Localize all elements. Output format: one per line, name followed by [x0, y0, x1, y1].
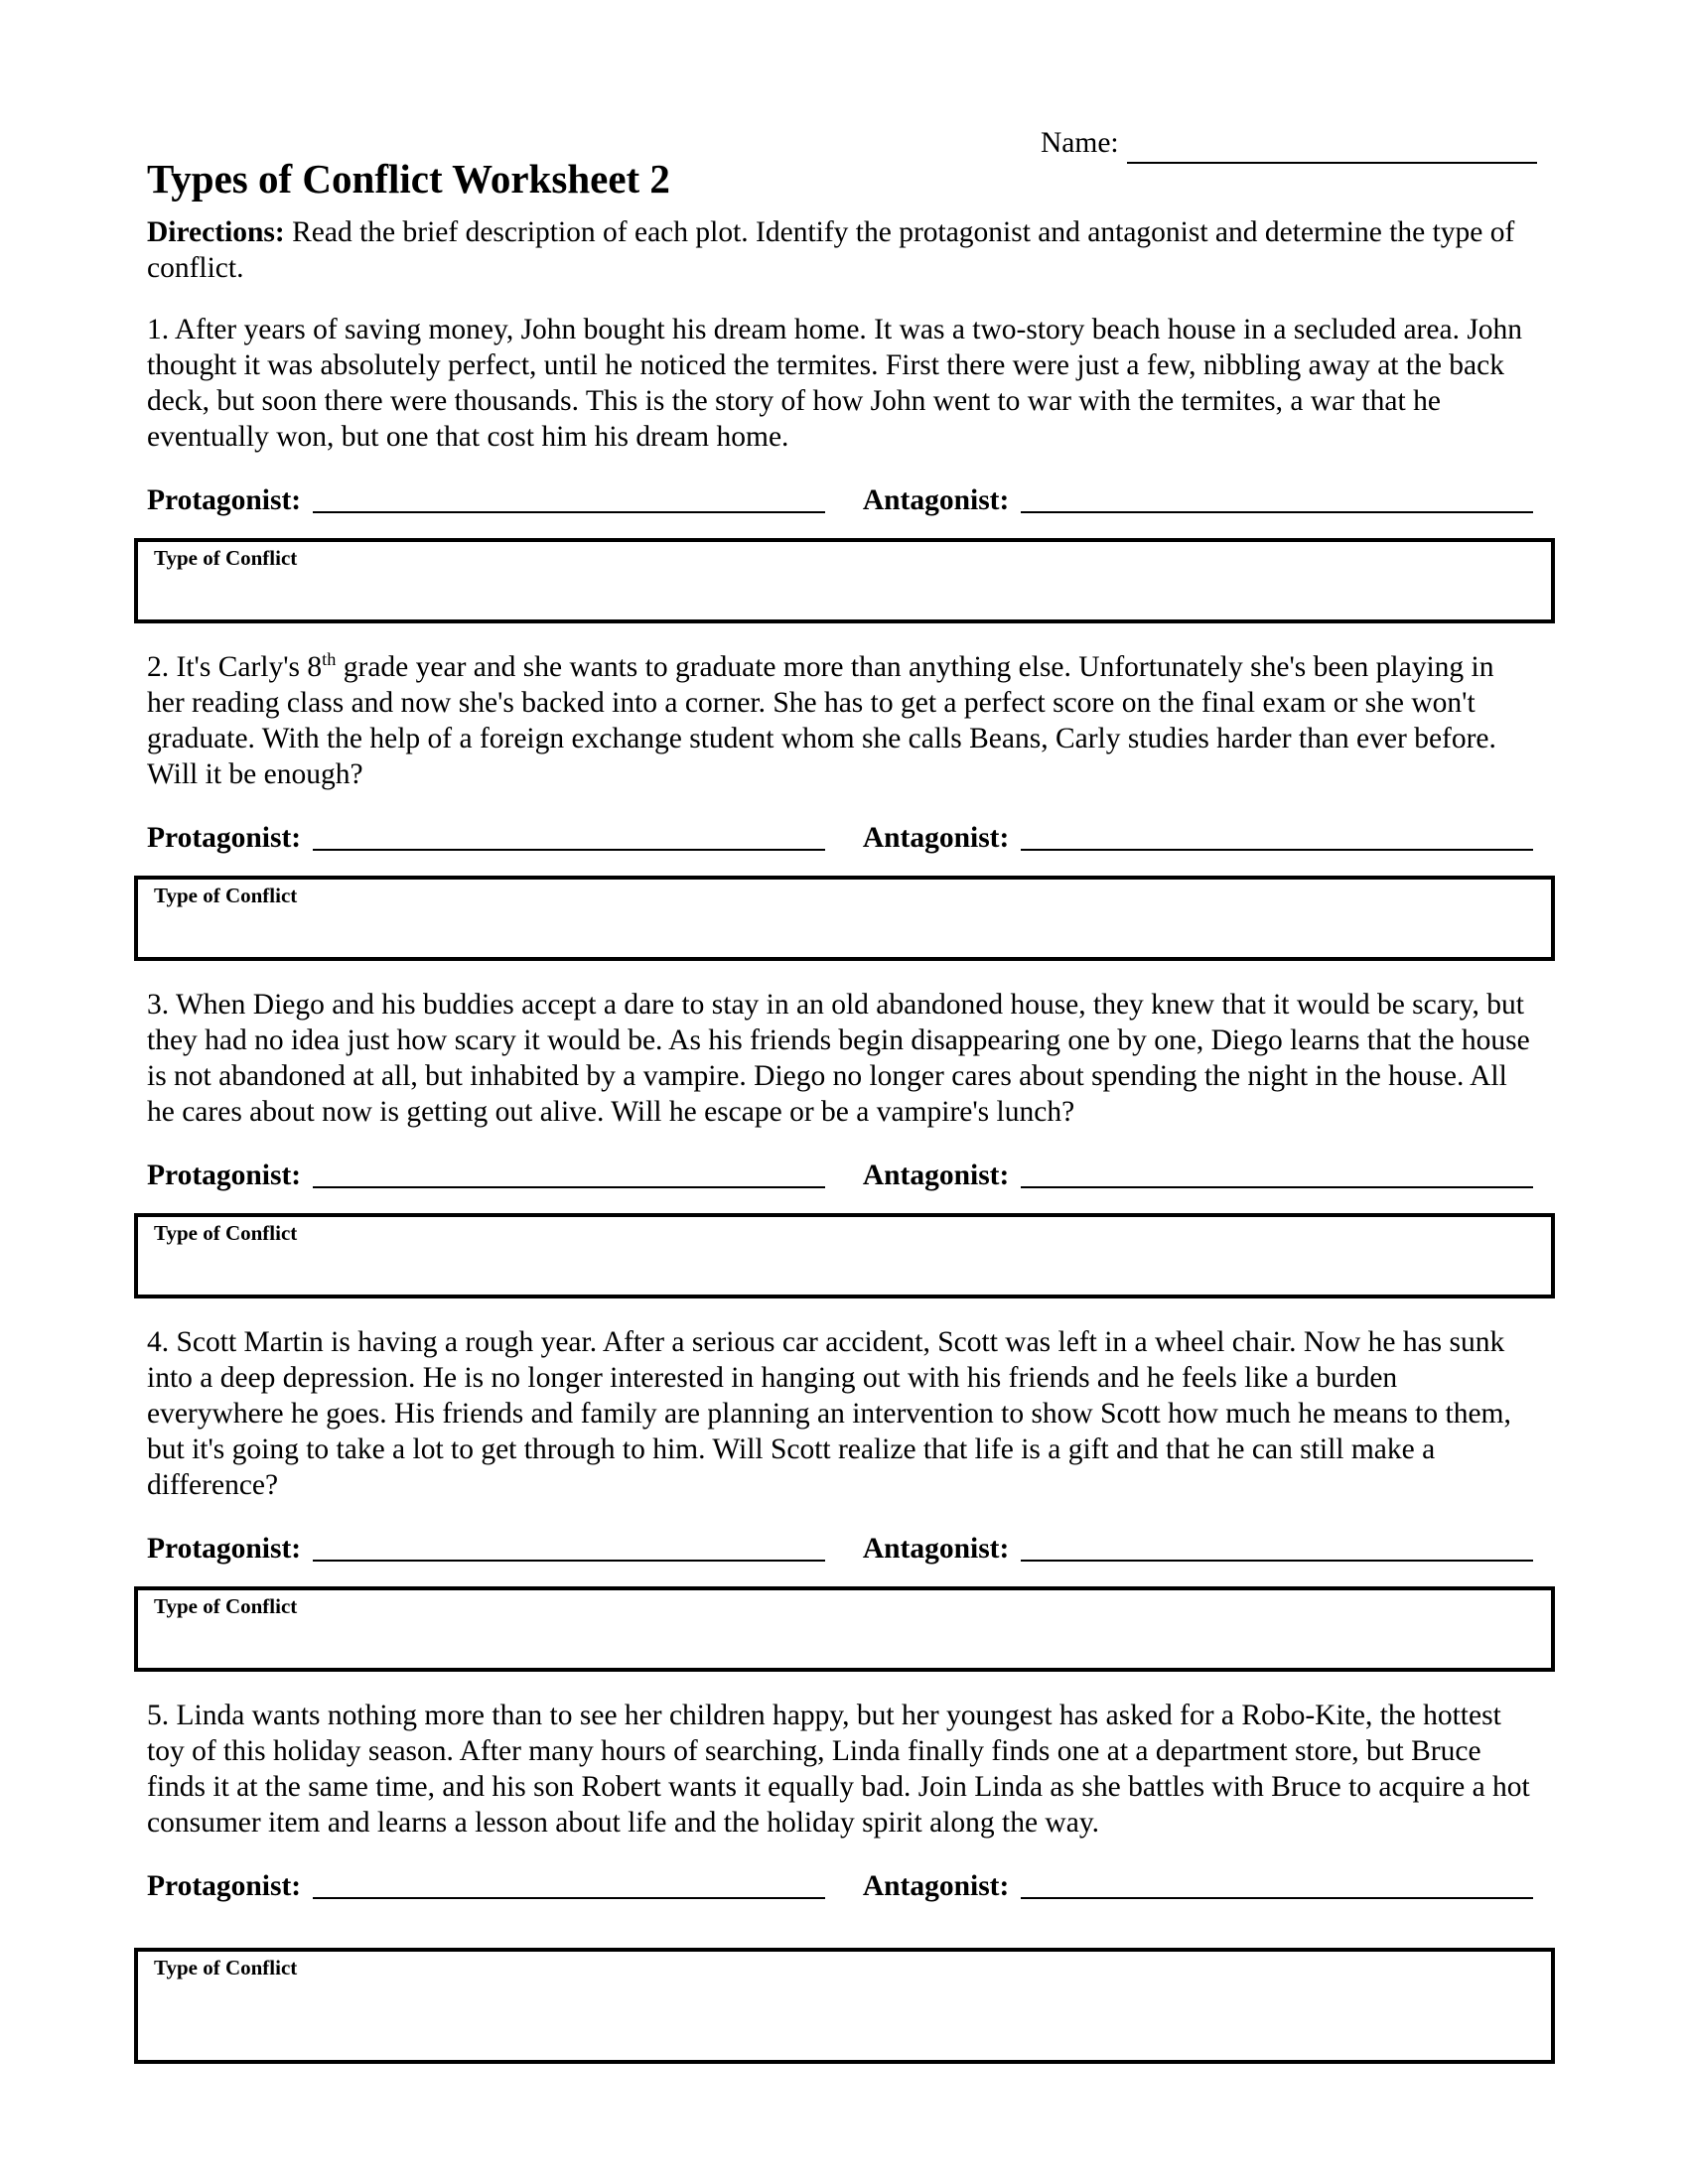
- name-label: Name:: [1041, 127, 1119, 159]
- antagonist-label: Antagonist:: [862, 1870, 1010, 1902]
- section-3: [147, 987, 1537, 1298]
- worksheet-content: [147, 155, 1537, 2064]
- conflict-type-box-5[interactable]: [134, 1948, 1555, 2064]
- plot-paragraph-5: 5. Linda wants nothing more than to see her children happy, but her youngest has asked for a Robo-Kite, the hottest toy of this holiday season. After many hours of searching, Linda finally finds one at a department store, but Bruce finds it at the same time, and his son Robert wants it equally bad. Join Linda as she battles with Bruce to acquire a hot consumer item and learns a lesson about life and the holiday spirit along the way.: [147, 1700, 1530, 1839]
- directions-label: Directions:: [147, 216, 285, 248]
- antagonist-blank-line[interactable]: [1021, 849, 1533, 851]
- protagonist-blank-line[interactable]: [313, 849, 825, 851]
- plot-paragraph-2: [147, 649, 1537, 792]
- answer-row-5: [147, 1862, 1537, 1904]
- answer-row-4: [147, 1525, 1537, 1567]
- plot-paragraph-2-superscript: th: [322, 649, 337, 670]
- antagonist-label: Antagonist:: [862, 484, 1010, 516]
- conflict-type-box-4[interactable]: [134, 1586, 1555, 1672]
- worksheet-title: Types of Conflict Worksheet 2: [147, 156, 670, 202]
- plot-paragraph-2-post: grade year and she wants to graduate more than anything else. Unfortunately she's been playing in her reading class and now she's backed into a corner. She has to get a perfect score on the final exam or she won't graduate. With the help of a foreign exchange student whom she calls Beans, Carly studies harder than ever before. Will it be enough?: [147, 651, 1496, 790]
- protagonist-blank-line[interactable]: [313, 1186, 825, 1188]
- antagonist-blank-line[interactable]: [1021, 1897, 1533, 1899]
- plot-paragraph-2-pre: 2. It's Carly's 8: [147, 651, 323, 683]
- section-2: [147, 649, 1537, 961]
- answer-row-2: [147, 814, 1537, 856]
- conflict-type-box-label: Type of Conflict: [154, 1594, 298, 1618]
- plot-paragraph-1: 1. After years of saving money, John bought his dream home. It was a two-story beach house in a secluded area. John thought it was absolutely perfect, until he noticed the termites. First there were just a few, nibbling away at the back deck, but soon there were thousands. This is the story of how John went to war with the termites, a war that he eventually won, but one that cost him his dream home.: [147, 314, 1523, 453]
- protagonist-blank-line[interactable]: [313, 1897, 825, 1899]
- protagonist-blank-line[interactable]: [313, 1560, 825, 1562]
- conflict-type-box-label: Type of Conflict: [154, 884, 298, 907]
- conflict-type-box-label: Type of Conflict: [154, 1221, 298, 1245]
- conflict-type-box-label: Type of Conflict: [154, 1956, 298, 1979]
- protagonist-label: Protagonist:: [147, 822, 302, 854]
- section-4: [147, 1324, 1537, 1672]
- conflict-type-box-3[interactable]: [134, 1213, 1555, 1298]
- answer-row-3: [147, 1152, 1537, 1193]
- antagonist-blank-line[interactable]: [1021, 1560, 1533, 1562]
- antagonist-blank-line[interactable]: [1021, 511, 1533, 513]
- conflict-type-box-label: Type of Conflict: [154, 546, 298, 570]
- directions: [147, 214, 1537, 286]
- antagonist-label: Antagonist:: [862, 822, 1010, 854]
- protagonist-label: Protagonist:: [147, 484, 302, 516]
- protagonist-blank-line[interactable]: [313, 511, 825, 513]
- protagonist-label: Protagonist:: [147, 1160, 302, 1191]
- protagonist-label: Protagonist:: [147, 1870, 302, 1902]
- section-5: [147, 1698, 1537, 2064]
- protagonist-label: Protagonist:: [147, 1533, 302, 1565]
- antagonist-label: Antagonist:: [862, 1160, 1010, 1191]
- section-1: [147, 312, 1537, 623]
- conflict-type-box-1[interactable]: [134, 538, 1555, 623]
- antagonist-label: Antagonist:: [862, 1533, 1010, 1565]
- plot-paragraph-4: 4. Scott Martin is having a rough year. After a serious car accident, Scott was left in a wheel chair. Now he has sunk into a deep depression. He is no longer interested in hanging out with his friends and he feels like a burden everywhere he goes. His friends and family are planning an intervention to show Scott how much he means to them, but it's going to take a lot to get through to him. Will Scott realize that life is a gift and that he can still make a difference?: [147, 1326, 1511, 1501]
- conflict-type-box-2[interactable]: [134, 876, 1555, 961]
- plot-paragraph-3: 3. When Diego and his buddies accept a dare to stay in an old abandoned house, they knew that it would be scary, but they had no idea just how scary it would be. As his friends begin disappearing one by one, Diego learns that the house is not abandoned at all, but inhabited by a vampire. Diego no longer cares about spending the night in the house. All he cares about now is getting out alive. Will he escape or be a vampire's lunch?: [147, 989, 1530, 1128]
- antagonist-blank-line[interactable]: [1021, 1186, 1533, 1188]
- answer-row-1: [147, 477, 1537, 518]
- directions-text: Read the brief description of each plot. Identify the protagonist and antagonist and determine the type of conflict.: [147, 216, 1515, 284]
